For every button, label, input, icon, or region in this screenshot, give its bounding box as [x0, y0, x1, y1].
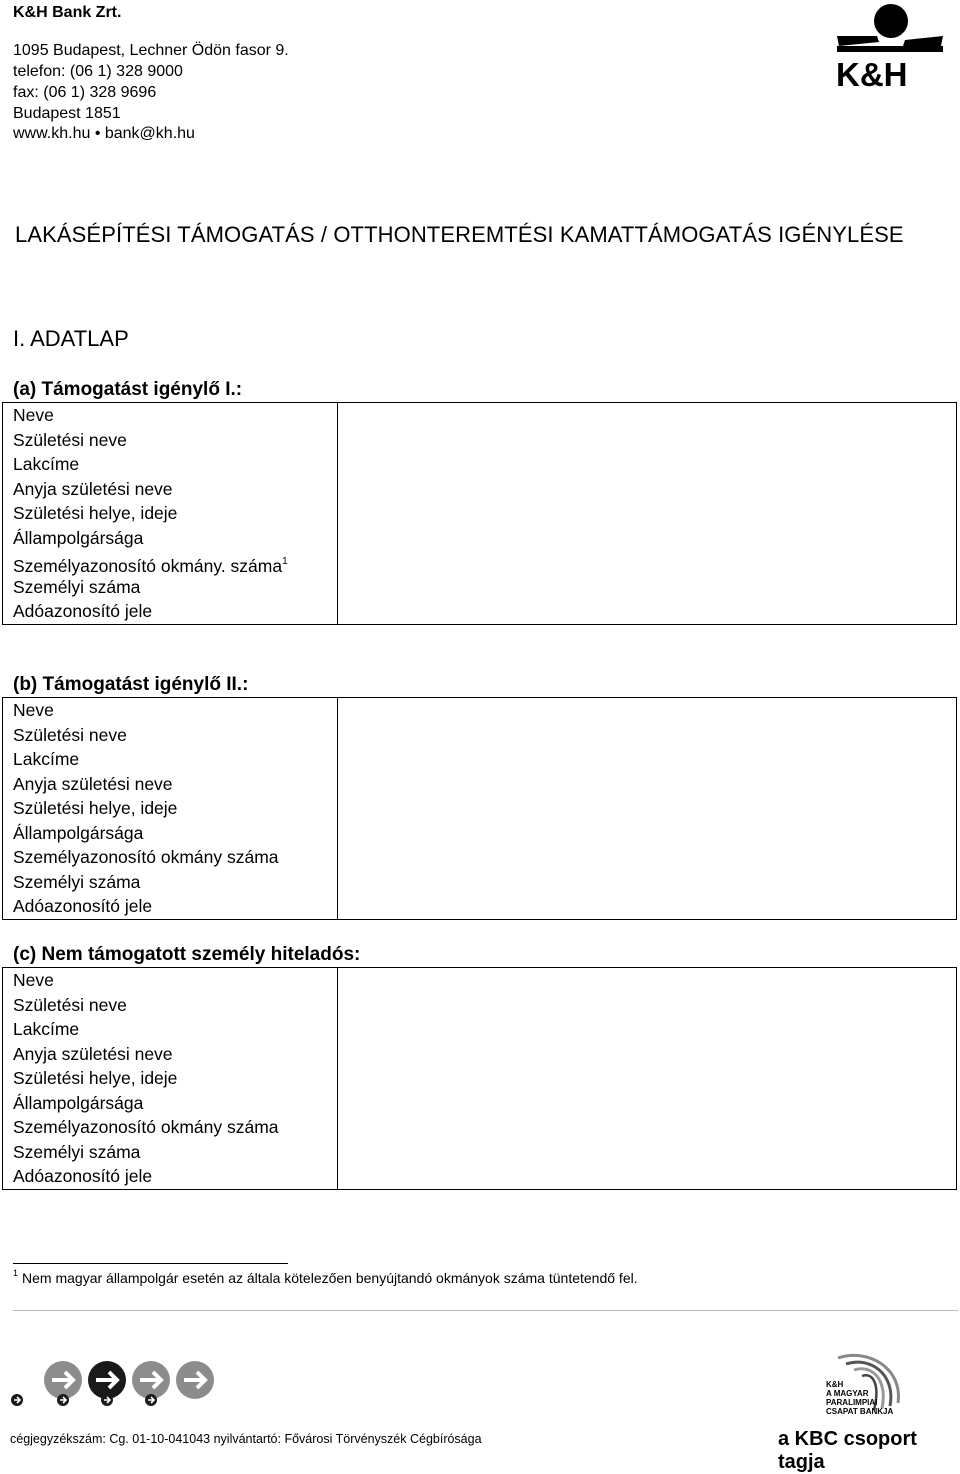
field-label: Személyi száma [13, 576, 141, 597]
footnote-text: Nem magyar állampolgár esetén az általa kötelezően benyújtandó okmányok száma tüntetendő fel. [22, 1270, 638, 1286]
field-label: Lakcíme [13, 749, 80, 769]
field-label: Lakcíme [13, 1019, 80, 1039]
applicant1-heading: (a) Támogatást igénylő I.: [13, 379, 243, 400]
logo-text: K&H [836, 56, 908, 88]
field-label: Anyja születési neve [13, 773, 173, 794]
arrow-gray-icon [44, 1361, 82, 1406]
kh-logo-graphic [835, 2, 945, 88]
field-label: Neve [13, 970, 54, 990]
field-label: Adóazonosító jele [13, 896, 153, 916]
paralympic-line: K&H [826, 1380, 844, 1389]
footnote [13, 1268, 638, 1286]
arrow-gray-icon [132, 1361, 170, 1406]
codebtor-value-area[interactable] [338, 968, 957, 1190]
field-label: Neve [13, 405, 54, 425]
field-label: Személyazonosító okmány száma [13, 1117, 279, 1137]
bank-fax: fax: (06 1) 328 9696 [13, 84, 157, 101]
applicant1-value-area[interactable] [338, 403, 957, 625]
bank-name: K&H Bank Zrt. [13, 4, 122, 21]
field-label: Személyi száma [13, 871, 141, 892]
field-label: Neve [13, 700, 54, 720]
kh-logo [835, 2, 945, 88]
footnote-mark: 1 [13, 1268, 19, 1278]
arrow-decoration [8, 1358, 223, 1410]
field-label: Születési neve [13, 724, 127, 745]
applicant2-heading: (b) Támogatást igénylő II.: [13, 674, 249, 695]
field-label: Személyi száma [13, 1141, 141, 1162]
field-label: Állampolgársága [13, 822, 144, 843]
field-label: Születési helye, ideje [13, 1068, 178, 1088]
bank-address: 1095 Budapest, Lechner Ödön fasor 9. [13, 42, 289, 59]
registration-info: cégjegyzékszám: Cg. 01-10-041043 nyilvántartó: Fővárosi Törvényszék Cégbírósága [10, 1432, 482, 1446]
field-label: Anyja születési neve [13, 1043, 173, 1064]
codebtor-labels [3, 968, 338, 1190]
field-label: Születési helye, ideje [13, 503, 178, 523]
footnote-mark: 1 [282, 556, 288, 567]
kbc-tagline: a KBC csoport tagja [778, 1428, 917, 1473]
field-label: Anyja születési neve [13, 478, 173, 499]
arrow-small-icon [11, 1394, 23, 1406]
arrow-dark-icon [88, 1361, 126, 1406]
field-label: Adóazonosító jele [13, 601, 153, 621]
field-label: Személyazonosító okmány száma [13, 847, 279, 867]
arrow-gray-icon [176, 1361, 214, 1399]
bank-phone: telefon: (06 1) 328 9000 [13, 63, 183, 80]
field-label: Állampolgársága [13, 527, 144, 548]
paralympic-badge [818, 1348, 908, 1420]
field-label: Születési neve [13, 994, 127, 1015]
document-title: LAKÁSÉPÍTÉSI TÁMOGATÁS / OTTHONTEREMTÉSI KAMATTÁMOGATÁS IGÉNYLÉSE [15, 222, 904, 247]
applicant2-table [2, 697, 957, 920]
field-label-with-footnote [3, 550, 337, 575]
applicant1-table [2, 402, 957, 625]
paralympic-text [826, 1380, 893, 1416]
paralympic-line: PARALIMPIAI [826, 1398, 878, 1407]
codebtor-heading: (c) Nem támogatott személy hiteladós: [13, 944, 361, 965]
applicant2-value-area[interactable] [338, 698, 957, 920]
field-label: Lakcíme [13, 454, 80, 474]
field-label: Születési neve [13, 429, 127, 450]
codebtor-table [2, 967, 957, 1190]
footnote-rule [13, 1263, 288, 1264]
footer-divider [13, 1310, 958, 1311]
paralympic-line: A MAGYAR [826, 1389, 869, 1398]
applicant2-labels [3, 698, 338, 920]
paralympic-line: CSAPAT BANKJA [826, 1407, 894, 1416]
arrow-icons [8, 1358, 223, 1410]
section-title: I. ADATLAP [13, 326, 129, 351]
bank-web: www.kh.hu • bank@kh.hu [13, 125, 195, 142]
field-label: Személyazonosító okmány. száma [13, 556, 283, 576]
bank-postal: Budapest 1851 [13, 105, 121, 122]
field-label: Állampolgársága [13, 1092, 144, 1113]
field-label: Adóazonosító jele [13, 1166, 153, 1186]
field-label: Születési helye, ideje [13, 798, 178, 818]
applicant1-labels [3, 403, 338, 625]
